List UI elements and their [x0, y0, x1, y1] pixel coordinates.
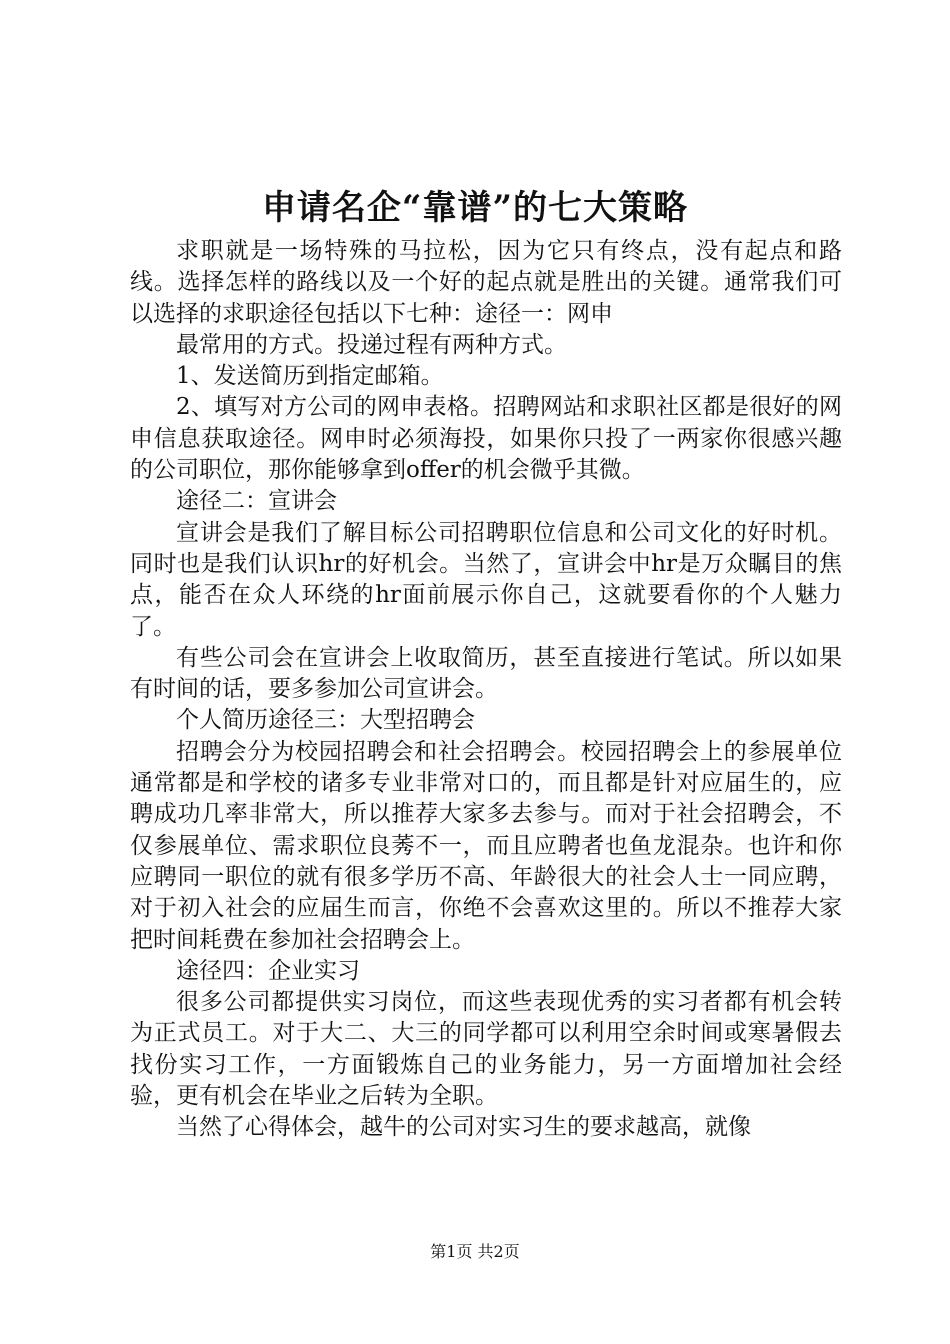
paragraph: 2、填写对方公司的网申表格。招聘网站和求职社区都是很好的网申信息获取途径。网申时必须海投，如果你只投了一两家你很感兴趣的公司职位，那你能够拿到offer的机会微乎其微。 [130, 394, 842, 484]
paragraph: 途径二：宣讲会 [176, 488, 337, 515]
paragraph: 最常用的方式。投递过程有两种方式。 [176, 331, 567, 358]
paragraph: 1、发送简历到指定邮箱。 [176, 363, 444, 390]
paragraph: 求职就是一场特殊的马拉松，因为它只有终点，没有起点和路线。选择怎样的路线以及一个好的起点就是胜出的关键。通常我们可以选择的求职途径包括以下七种：途径一：网申 [130, 238, 842, 327]
document-title: 申请名企“靠谱”的七大策略 [261, 188, 689, 228]
paragraph: 途径四：企业实习 [176, 957, 360, 984]
paragraph: 当然了心得体会，越牛的公司对实习生的要求越高，就像 [176, 1114, 751, 1141]
page-number-footer: 第1页 共2页 [430, 1242, 520, 1261]
paragraph: 招聘会分为校园招聘会和社会招聘会。校园招聘会上的参展单位通常都是和学校的诸多专业非常对口的，而且都是针对应届生的，应聘成功几率非常大，所以推荐大家多去参与。而对于社会招聘会，不仅参展单位、需求职位良莠不一，而且应聘者也鱼龙混杂。也许和你应聘同一职位的就有很多学历不高、年龄很大的社会人士一同应聘，对于初入社会的应届生而言，你绝不会喜欢这里的。所以不推荐大家把时间耗费在参加社会招聘会上。 [130, 738, 842, 953]
document-body [130, 236, 842, 1144]
paragraph: 宣讲会是我们了解目标公司招聘职位信息和公司文化的好时机。同时也是我们认识hr的好机会。当然了，宣讲会中hr是万众瞩目的焦点，能否在众人环绕的hr面前展示你自己，这就要看你的个人魅力了。 [130, 519, 842, 640]
paragraph: 很多公司都提供实习岗位，而这些表现优秀的实习者都有机会转为正式员工。对于大二、大三的同学都可以利用空余时间或寒暑假去找份实习工作，一方面锻炼自己的业务能力，另一方面增加社会经验，更有机会在毕业之后转为全职。 [130, 989, 842, 1110]
paragraph: 有些公司会在宣讲会上收取简历，甚至直接进行笔试。所以如果有时间的话，要多参加公司宣讲会。 [130, 644, 842, 703]
paragraph: 个人简历途径三：大型招聘会 [176, 707, 475, 734]
